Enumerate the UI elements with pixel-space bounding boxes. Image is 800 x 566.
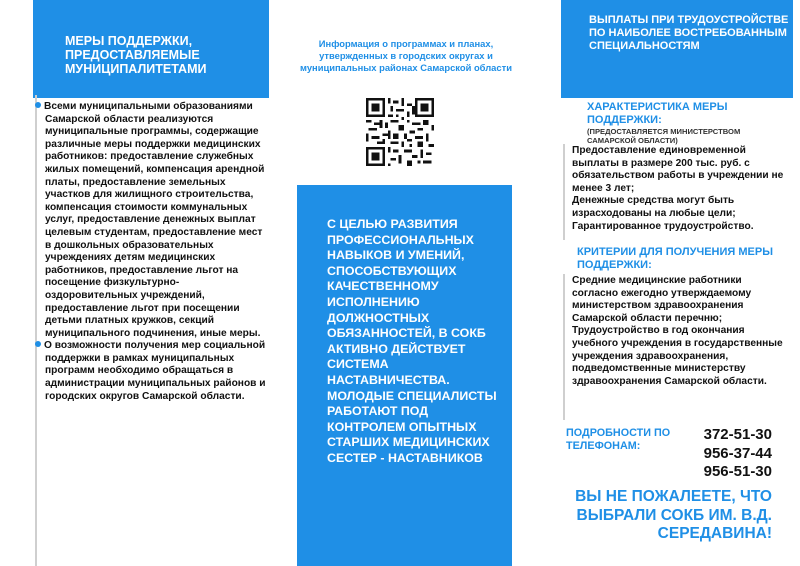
right-header-title: ВЫПЛАТЫ ПРИ ТРУДОУСТРОЙСТВЕ ПО НАИБОЛЕЕ ВОСТРЕБОВАННЫМ СПЕЦИАЛЬНОСТЯМ [589,14,789,52]
left-header-box [33,0,269,98]
left-body [35,95,269,566]
left-header-title: МЕРЫ ПОДДЕРЖКИ, ПРЕДОСТАВЛЯЕМЫЕ МУНИЦИПАЛИТЕТАМИ [65,34,207,76]
mentorship-text: С ЦЕЛЬЮ РАЗВИТИЯ ПРОФЕССИОНАЛЬНЫХ НАВЫКОВ И УМЕНИЙ, СПОСОБСТВУЮЩИХ КАЧЕСТВЕННОМУ ИСПОЛНЕНИЮ ДОЛЖНОСТНЫХ ОБЯЗАННОСТЕЙ, В СОКБ АКТИВНО ДЕЙСТВУЕТ СИСТЕМА НАСТАВНИЧЕСТВА. МОЛОДЫЕ СПЕЦИАЛИСТЫ РАБОТАЮТ ПОД КОНТРОЛЕМ ОПЫТНЫХ СТАРШИХ МЕДИЦИНСКИХ СЕСТЕР - НАСТАВНИКОВ [327,217,497,465]
crit-list [572,275,790,388]
phone-number[interactable]: 956-51-30 [703,463,772,480]
divider-line [563,144,565,240]
programs-info: Информация о программах и планах, утвержденных в городских округах и муниципальных районах Самарской области [300,38,512,73]
phone-label: ПОДРОБНОСТИ ПО ТЕЛЕФОНАМ: [566,427,671,452]
crit-title: КРИТЕРИИ ДЛЯ ПОЛУЧЕНИЯ МЕРЫ ПОДДЕРЖКИ: [577,246,773,271]
char-note: (ПРЕДОСТАВЛЯЕТСЯ МИНИСТЕРСТВОМ САМАРСКОЙ ОБЛАСТИ) [587,127,741,145]
phone-list [690,426,772,482]
qr-code-icon [366,98,434,166]
divider-line [563,274,565,420]
mentorship-box [297,185,512,566]
right-header-box [561,0,793,98]
phone-number[interactable]: 956-37-44 [703,444,772,462]
bullet-icon [35,102,41,108]
list-item: Денежные средства могут быть израсходованы на любые цели; [572,195,736,219]
bullet-icon [35,341,41,347]
list-item: Средние медицинские работники согласно ежегодно утверждаемому министерством здравоохранения Самарской области перечню; [572,275,752,324]
list-item: Гарантированное трудоустройство. [572,220,754,232]
slogan: ВЫ НЕ ПОЖАЛЕЕТЕ, ЧТО ВЫБРАЛИ СОКБ ИМ. В.Д. СЕРЕДАВИНА! [575,488,772,542]
char-list [572,145,790,233]
list-item: Трудоустройство в год окончания учебного учреждения в государственные учреждения здравоохранения, подведомственные министерству здравоохранения Самарской области. [572,325,783,387]
phone-number[interactable]: 372-51-30 [703,426,772,443]
char-title: ХАРАКТЕРИСТИКА МЕРЫ ПОДДЕРЖКИ: [587,101,728,126]
left-para-2: О возможности получения мер социальной поддержки в рамках муниципальных программ необходимо обращаться в администрации муниципальных районов и городских округов Самарской области. [45,340,267,403]
left-para-1: Всеми муниципальными образованиями Самарской области реализуются муниципальные программы, содержащие различные меры поддержки медицинских работников: предоставление служебных жилых помещений, компенсация арендной платы, предоставление земельных участков для жилищного строительства, компенсация стоимости коммунальных услуг, предоставление денежных выплат целевым студентам, предоставление мест в дошкольных образовательных учреждениях детям медицинских работников, предоставление льгот на посещение физкультурно-оздоровительных учреждений, предоставление льгот при посещении детьми платных кружков, секций муниципального подчинения, иные меры. [45,101,267,340]
list-item: Предоставление единовременной выплаты в размере 200 тыс. руб. с обязательством работы в учреждении не менее 3 лет; [572,145,784,194]
left-text [45,101,267,403]
